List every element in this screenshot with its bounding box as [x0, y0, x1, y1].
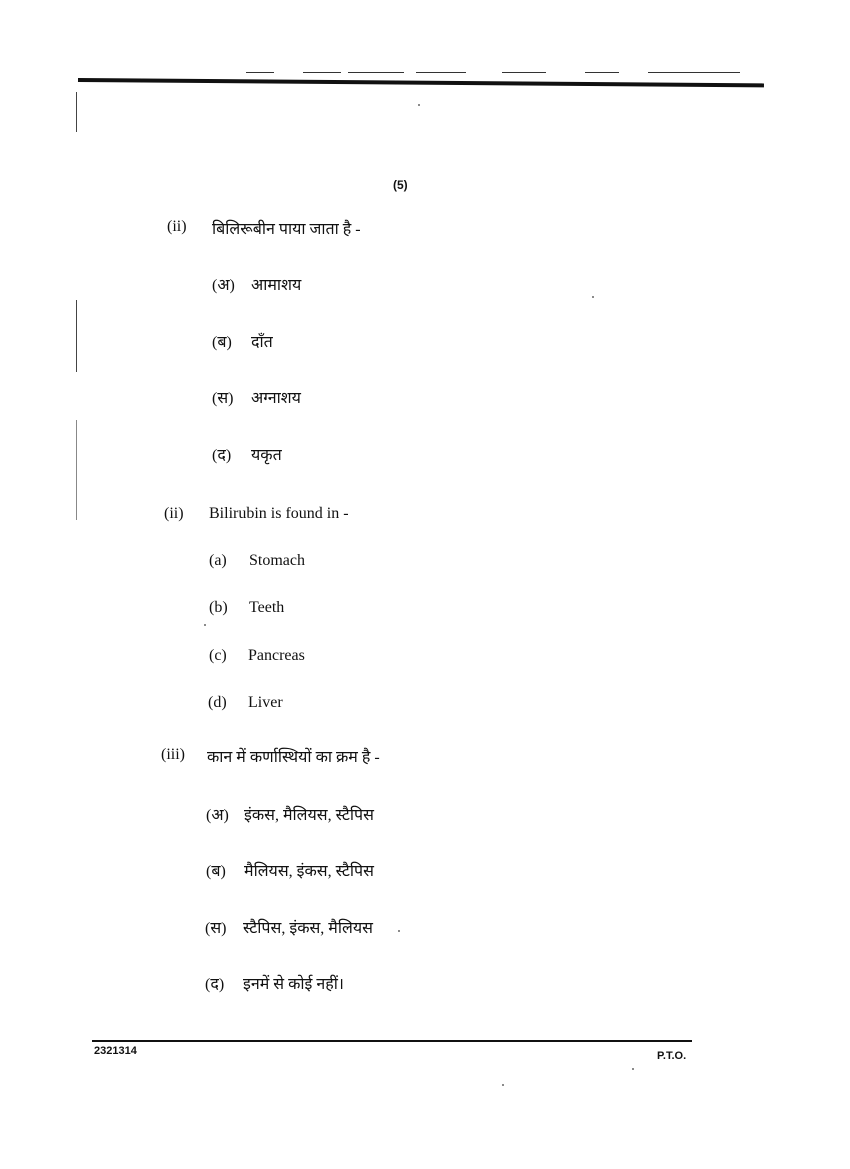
question-text: बिलिरूबीन पाया जाता है -: [212, 221, 361, 238]
option-text: मैलियस, इंकस, स्टैपिस: [244, 863, 374, 880]
option-text: Liver: [248, 694, 283, 711]
pto-label: P.T.O.: [657, 1050, 687, 1062]
option-label: (b): [209, 599, 228, 616]
option-label: (अ): [212, 277, 235, 294]
left-margin-mark: [76, 420, 77, 520]
option-text: यकृत: [251, 447, 282, 464]
top-dash: [585, 72, 619, 73]
question-number: (ii): [164, 505, 184, 522]
option-label: (द): [212, 447, 232, 464]
option-text: Teeth: [249, 599, 285, 616]
question-number: (ii): [167, 218, 187, 235]
option-text: दाँत: [251, 334, 273, 351]
scan-speck: [592, 296, 594, 298]
scan-speck: [418, 104, 420, 106]
option-label: (ब): [212, 334, 232, 351]
option-text: इनमें से कोई नहीं।: [243, 976, 344, 993]
scan-speck: [204, 624, 206, 626]
option-label: (d): [208, 694, 227, 711]
scan-speck: [502, 1084, 504, 1086]
option-label: (द): [205, 976, 225, 993]
option-text: आमाशय: [251, 277, 302, 294]
option-text: अग्नाशय: [251, 390, 301, 407]
top-dash: [416, 72, 466, 73]
top-dash: [648, 72, 740, 73]
top-dash: [502, 72, 546, 73]
top-dash: [246, 72, 274, 73]
option-label: (स): [205, 920, 227, 937]
option-label: (c): [209, 647, 227, 664]
scan-speck: [632, 1068, 634, 1070]
left-margin-mark: [76, 300, 77, 372]
option-text: स्टैपिस, इंकस, मैलियस: [243, 920, 373, 937]
question-text: Bilirubin is found in -: [209, 505, 349, 522]
top-rule: [78, 78, 764, 87]
option-text: Pancreas: [248, 647, 305, 664]
option-label: (ब): [206, 863, 226, 880]
option-label: (स): [212, 390, 234, 407]
question-text: कान में कर्णास्थियों का क्रम है -: [207, 749, 380, 766]
question-number: (iii): [161, 746, 185, 763]
left-margin-mark: [76, 92, 77, 132]
option-label: (अ): [206, 807, 229, 824]
paper-code: 2321314: [94, 1045, 137, 1057]
footer-rule: [92, 1040, 692, 1042]
option-text: Stomach: [249, 552, 305, 569]
option-label: (a): [209, 552, 227, 569]
top-dash: [348, 72, 404, 73]
option-text: इंकस, मैलियस, स्टैपिस: [244, 807, 374, 824]
page-number: (5): [393, 178, 408, 192]
top-dash: [303, 72, 341, 73]
scan-speck: [398, 930, 400, 932]
